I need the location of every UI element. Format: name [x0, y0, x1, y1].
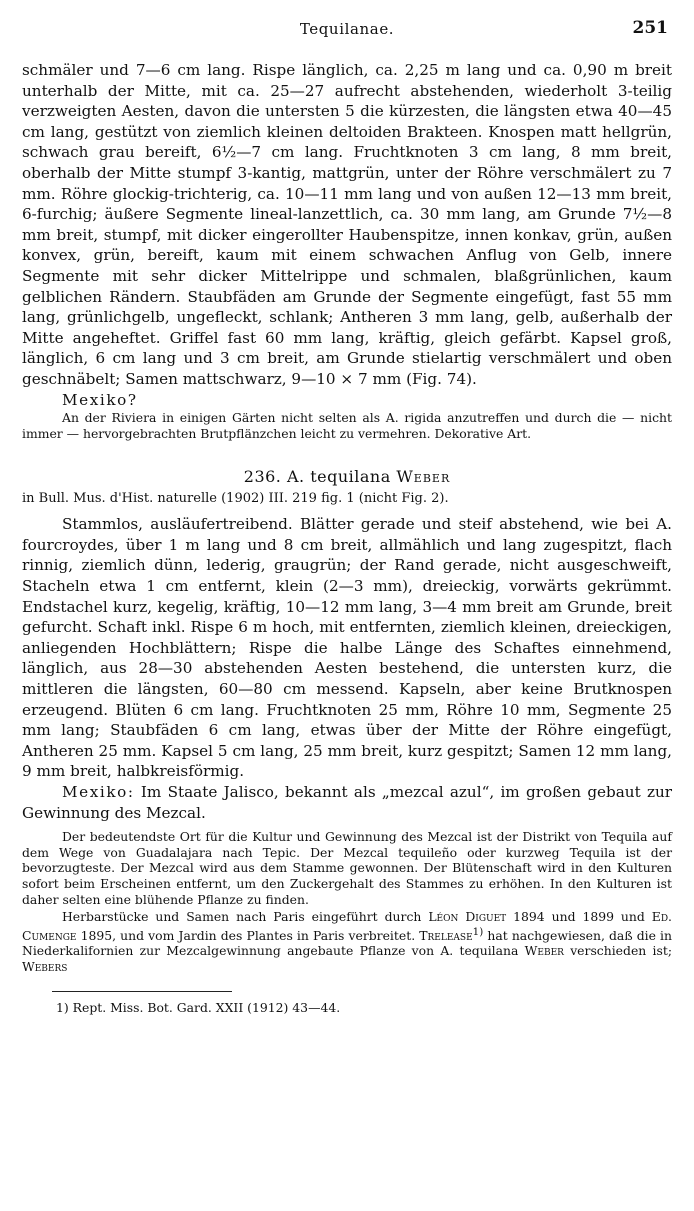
- herbarium-note-part-c: 1895, und vom Jardin des Plantes in Paris verbreitet.: [80, 927, 416, 943]
- species-description: Stammlos, ausläufertreibend. Blätter gerade und steif abstehend, wie bei A. fourcroydes, über 1 m lang und 8 cm breit, allmählich und lang zugespitzt, flach rinnig, ziemlich dünn, lederig, graugrün; der Rand gerade, nicht ausgeschweift, Stacheln etwa 1 cm entfernt, klein (2—3 mm), dreieckig, vorwärts gekrümmt. Endstachel kurz, kegelig, kräftig, 10—12 mm lang, 3—4 mm breit am Grunde, breit gefurcht. Schaft inkl. Rispe 6 m hoch, mit entfernten, ziemlich kleinen, dreieckigen, anliegenden Hochblättern; Rispe die halbe Länge des Schaftes einnehmend, länglich, aus 28—30 abstehenden Aesten bestehend, die untersten kurz, die mittleren die längsten, 60—80 cm messend. Kapseln, aber keine Brutknospen erzeugend. Blüten 6 cm lang. Fruchtknoten 25 mm, Röhre 10 mm, Segmente 25 mm lang; Staubfäden 6 cm lang, etwas über der Mitte der Röhre eingefügt, Antheren 25 mm. Kapsel 5 cm lang, 25 mm breit, kurz gespitzt; Samen 12 mm lang, 9 mm breit, halbkreisförmig.: [22, 515, 672, 781]
- footnote: 1) Rept. Miss. Bot. Gard. XXII (1912) 43—44.: [56, 999, 341, 1015]
- collector-cumenge: Ed. Cumenge: [22, 909, 672, 943]
- species-origin: [22, 782, 672, 823]
- herbarium-note-part-b: 1894 und 1899 und: [513, 909, 645, 925]
- origin-line: Mexiko?: [62, 390, 138, 409]
- author-trelease: Trelease: [419, 927, 473, 943]
- page-number: 251: [632, 18, 668, 38]
- footnote-marker: 1): [472, 925, 484, 938]
- species-origin-text: Im Staate Jalisco, bekannt als „mezcal azul“, im großen gebaut zur Gewinnung des Mezcal.: [22, 783, 673, 822]
- species-citation: in Bull. Mus. d'Hist. naturelle (1902) III. 219 fig. 1 (nicht Fig. 2).: [22, 491, 449, 507]
- herbarium-note: [22, 909, 672, 975]
- author-webers: Webers: [22, 959, 68, 975]
- herbarium-note-part-d: hat nachgewiesen, daß die in Niederkalifornien zur Mezcalgewinnung angebaute Pflanze von A. tequilana: [22, 927, 672, 959]
- herbarium-note-part-a: Herbarstücke und Samen nach Paris eingeführt durch: [62, 909, 422, 925]
- running-title: Tequilanae.: [299, 20, 395, 38]
- species-heading: [22, 467, 672, 486]
- page-header: [22, 18, 672, 42]
- collector-diguet: Léon Diguet: [428, 909, 507, 925]
- species-heading-name: 236. A. tequilana: [243, 467, 391, 487]
- mezcal-note: Der bedeutendste Ort für die Kultur und Gewinnung des Mezcal ist der Distrikt von Tequila auf dem Wege von Guadalajara nach Tepic. Der Mezcal tequileño oder kurzweg Tequila ist der bevorzugteste. Der Mezcal wird aus dem Stamme gewonnen. Der Blütenschaft wird in den Kulturen sofort beim Erscheinen entfernt, um den Zuckergehalt des Stammes zu erhöhen. In den Kulturen ist daher selten eine blühende Pflanze zu finden.: [22, 829, 672, 907]
- page-body: [22, 60, 672, 1015]
- footnote-divider: [52, 991, 232, 992]
- species-origin-label: Mexiko:: [62, 783, 135, 801]
- herbarium-note-part-e: verschieden ist;: [570, 943, 672, 959]
- author-weber: Weber: [524, 943, 564, 959]
- species-heading-author: Weber: [396, 467, 451, 487]
- cultivation-note: An der Riviera in einigen Gärten nicht selten als A. rigida anzutreffen und durch die — nicht immer — hervorgebrachten Brutpflänzchen leicht zu vermehren. Dekorative Art.: [22, 410, 672, 441]
- continued-description: schmäler und 7—6 cm lang. Rispe länglich, ca. 2,25 m lang und ca. 0,90 m breit unterhalb der Mitte, mit ca. 25—27 aufrecht abstehenden, wiederholt 3-teilig verzweigten Aesten, davon die untersten 5 die kürzesten, die längsten etwa 40—45 cm lang, gestützt von ziemlich kleinen deltoiden Brakteen. Knospen matt hellgrün, schwach grau bereift, 6½—7 cm lang. Fruchtknoten 3 cm lang, 8 mm breit, oberhalb der Mitte stumpf 3-kantig, mattgrün, unter der Röhre verschmälert zu 7 mm. Röhre glockig-trichterig, ca. 10—11 mm lang und von außen 12—13 mm breit, 6-furchig; äußere Segmente lineal-lanzettlich, ca. 30 mm lang, am Grunde 7½—8 mm breit, stumpf, mit dicker eingerollter Haubenspitze, innen konkav, grün, außen konvex, grün, bereift, kaum mit einem schwachen Anflug von Gelb, innere Segmente mit sehr dicker Mittelrippe und schmalen, blaßgrünlichen, kaum gelblichen Rändern. Staubfäden am Grunde der Segmente eingefügt, fast 55 mm lang, grünlichgelb, ungefleckt, schlank; Antheren 3 mm lang, gelb, außerhalb der Mitte angeheftet. Griffel fast 60 mm lang, kräftig, gleich gefärbt. Kapsel groß, länglich, 6 cm lang und 3 cm breit, am Grunde stielartig verschmälert und oben geschnäbelt; Samen mattschwarz, 9—10 × 7 mm (Fig. 74).: [22, 61, 672, 388]
